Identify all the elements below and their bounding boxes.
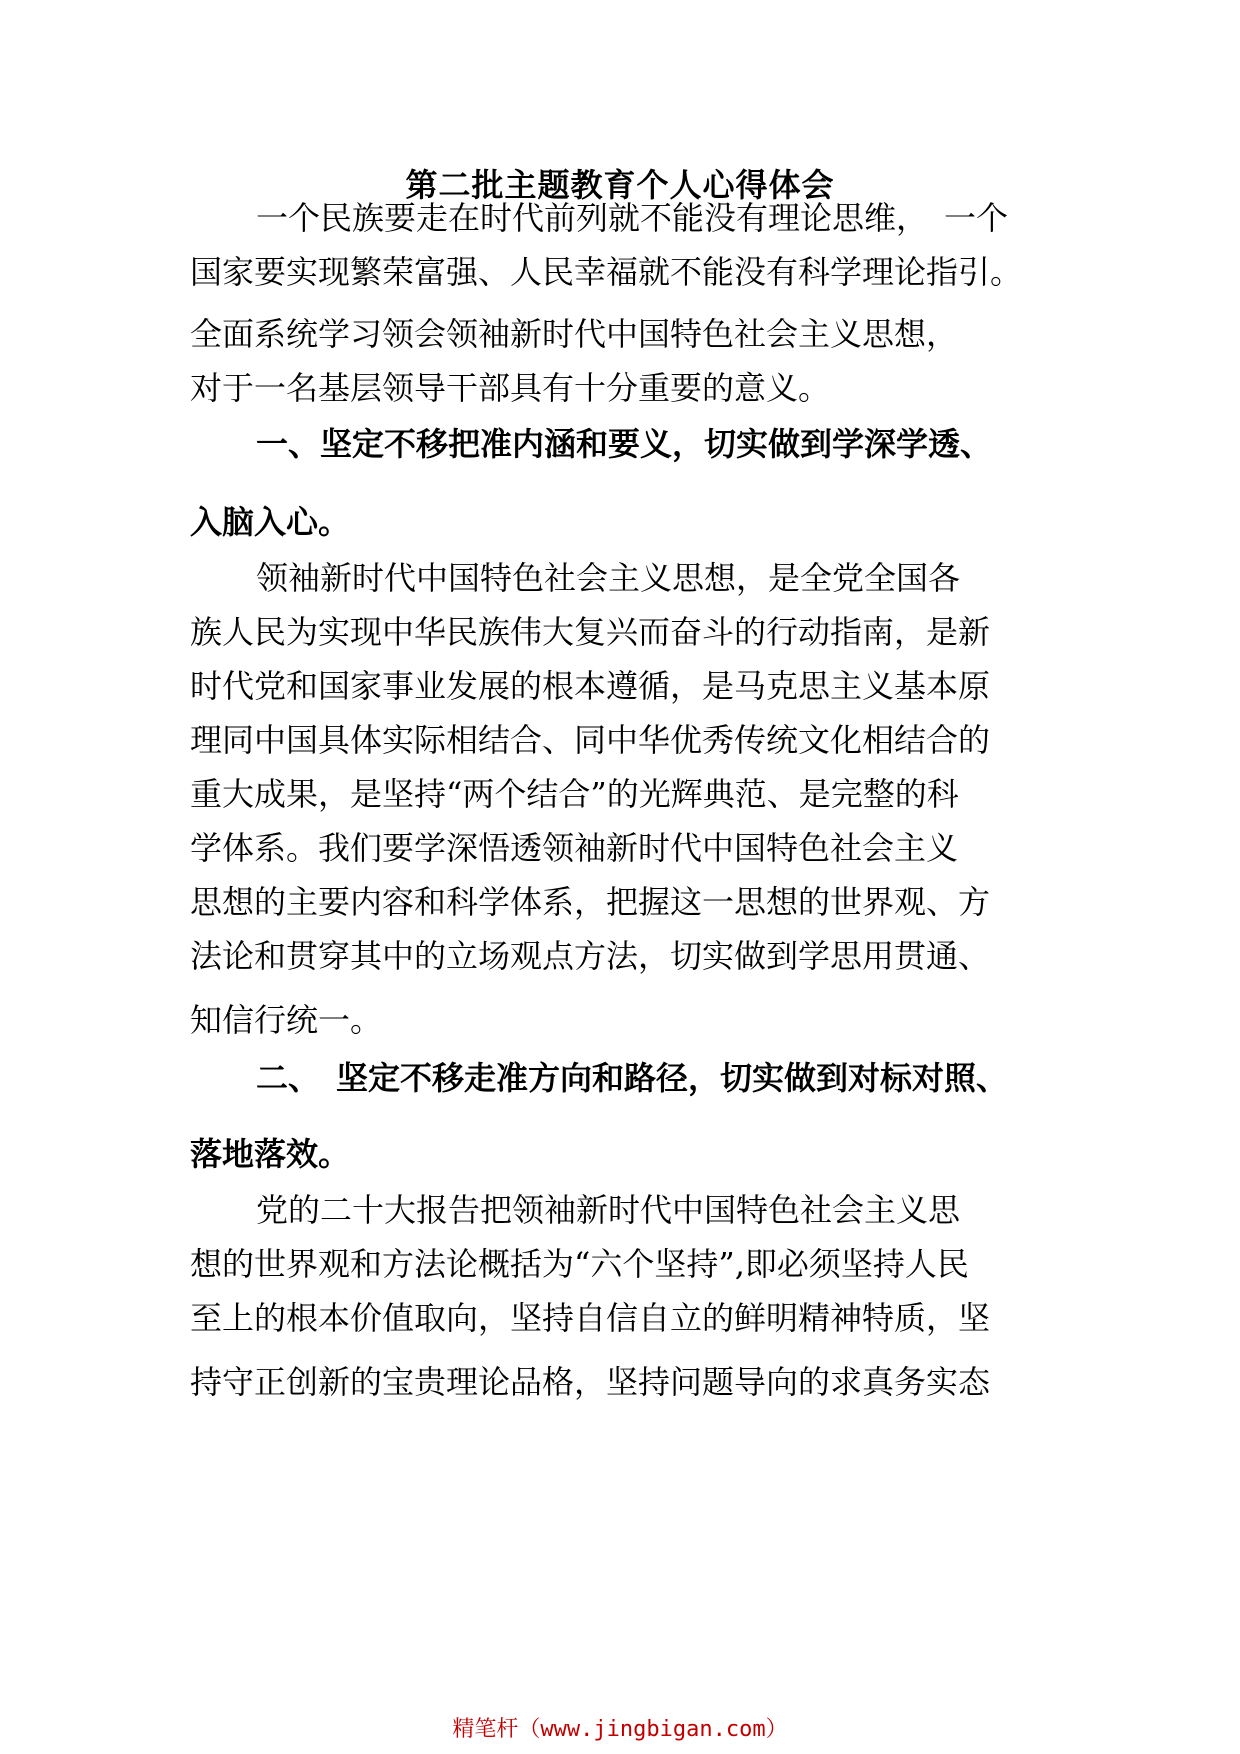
paragraph-line: 时代党和国家事业发展的根本遵循，是马克思主义基本原 bbox=[190, 667, 991, 705]
paragraph-line: 党的二十大报告把领袖新时代中国特色社会主义思 bbox=[256, 1191, 961, 1229]
paragraph-line: 想的世界观和方法论概括为“六个坚持”,即必须坚持人民 bbox=[190, 1245, 969, 1283]
paragraph-line: 学体系。我们要学深悟透领袖新时代中国特色社会主义 bbox=[190, 829, 959, 867]
paragraph-line: 领袖新时代中国特色社会主义思想，是全党全国各 bbox=[256, 559, 961, 597]
paragraph-line: 全面系统学习领会领袖新时代中国特色社会主义思想， bbox=[190, 315, 959, 353]
paragraph-line: 至上的根本价值取向，坚持自信自立的鲜明精神特质，坚 bbox=[190, 1299, 991, 1337]
section-heading: 落地落效。 bbox=[190, 1135, 351, 1173]
footer-watermark: 精笔杆（www.jingbigan.com） bbox=[452, 1717, 788, 1742]
paragraph-line: 思想的主要内容和科学体系，把握这一思想的世界观、方 bbox=[190, 883, 991, 921]
paragraph-line: 持守正创新的宝贵理论品格，坚持问题导向的求真务实态 bbox=[190, 1363, 991, 1401]
paragraph-line: 对于一名基层领导干部具有十分重要的意义。 bbox=[190, 369, 831, 407]
paragraph-line: 知信行统一。 bbox=[190, 1001, 383, 1039]
paragraph-line: 国家要实现繁荣富强、人民幸福就不能没有科学理论指引。 bbox=[190, 253, 1023, 291]
section-heading: 二、 坚定不移走准方向和路径，切实做到对标对照、 bbox=[256, 1059, 1009, 1097]
document-title: 第二批主题教育个人心得体会 bbox=[405, 166, 835, 204]
paragraph-line: 重大成果，是坚持“两个结合”的光辉典范、是完整的科 bbox=[190, 775, 959, 813]
section-heading: 入脑入心。 bbox=[190, 503, 351, 541]
paragraph-line: 法论和贯穿其中的立场观点方法，切实做到学思用贯通、 bbox=[190, 937, 991, 975]
paragraph-line: 理同中国具体实际相结合、同中华优秀传统文化相结合的 bbox=[190, 721, 991, 759]
paragraph-line: 一个民族要走在时代前列就不能没有理论思维， 一个 bbox=[256, 199, 1009, 237]
paragraph-line: 族人民为实现中华民族伟大复兴而奋斗的行动指南，是新 bbox=[190, 613, 991, 651]
section-heading: 一、坚定不移把准内涵和要义，切实做到学深学透、 bbox=[256, 425, 993, 463]
